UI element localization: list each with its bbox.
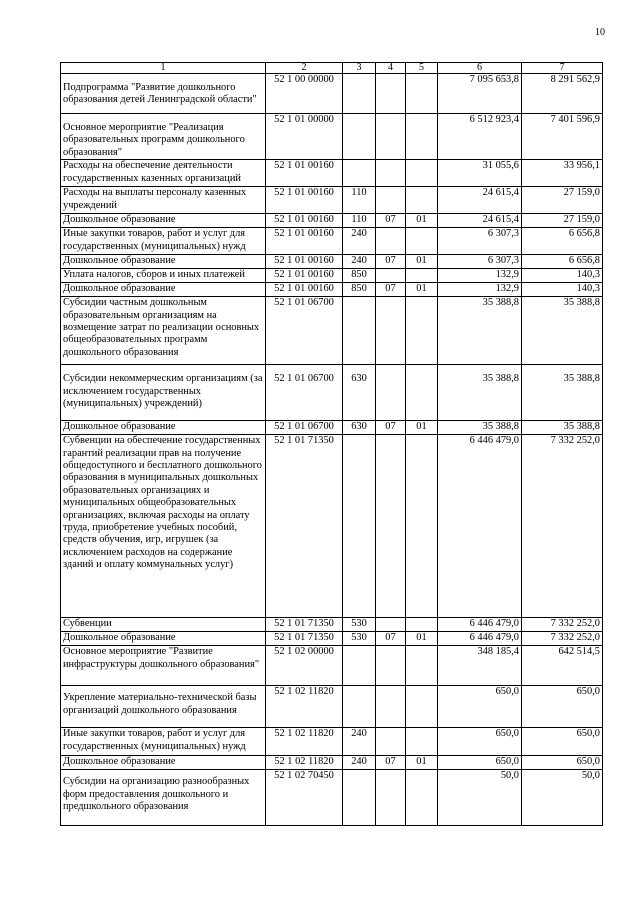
row-amount-year2: 7 332 252,0: [522, 632, 603, 646]
page-number: 10: [595, 27, 605, 38]
header-cell: 1: [61, 63, 266, 74]
row-name: Субсидии некоммерческим организациям (за исключением государственных (муниципальных) учреждений): [61, 365, 266, 421]
row-subsection: 01: [406, 255, 438, 269]
table-row: [61, 618, 603, 632]
table-row: [61, 632, 603, 646]
row-section: [376, 618, 406, 632]
row-name: Субвенции на обеспечение государственных гарантий реализации прав на получение общедоступного и бесплатного дошкольного образования в муниципальных дошкольных образовательных организациях и муниципальных общеобразовательных организациях, включая расходы на оплату труда, приобретение учебных пособий, средств обучения, игр, игрушек (за исключением расходов на содержание зданий и оплату коммунальных услуг): [61, 435, 266, 618]
row-subsection: 01: [406, 756, 438, 770]
row-subsection: [406, 297, 438, 365]
row-name: Субсидии на организацию разнообразных форм предоставления дошкольного и предшкольного образования: [61, 770, 266, 826]
row-subsection: 01: [406, 214, 438, 228]
row-expense-type: 240: [343, 255, 376, 269]
table-row: [61, 114, 603, 160]
row-amount-year2: 650,0: [522, 686, 603, 728]
row-name: Основное мероприятие "Реализация образовательных программ дошкольного образования": [61, 114, 266, 160]
row-section: [376, 74, 406, 114]
row-expense-type: [343, 686, 376, 728]
row-expense-type: [343, 646, 376, 686]
header-cell: 7: [522, 63, 603, 74]
row-amount-year2: 140,3: [522, 269, 603, 283]
row-name: Укрепление материально-технической базы организаций дошкольного образования: [61, 686, 266, 728]
table-row: [61, 160, 603, 187]
row-expense-type: 850: [343, 269, 376, 283]
row-name: Подпрограмма "Развитие дошкольного образования детей Ленинградской области": [61, 74, 266, 114]
row-amount-year1: 31 055,6: [438, 160, 522, 187]
row-subsection: [406, 187, 438, 214]
row-expense-type: 630: [343, 365, 376, 421]
row-amount-year2: 7 332 252,0: [522, 618, 603, 632]
row-subsection: [406, 770, 438, 826]
row-name: Уплата налогов, сборов и иных платежей: [61, 269, 266, 283]
row-section: [376, 297, 406, 365]
header-cell: 3: [343, 63, 376, 74]
row-code: 52 1 01 00160: [266, 228, 343, 255]
row-amount-year1: 35 388,8: [438, 365, 522, 421]
row-amount-year2: 27 159,0: [522, 214, 603, 228]
header-row: [61, 63, 603, 74]
table-row: [61, 770, 603, 826]
row-subsection: [406, 728, 438, 756]
row-code: 52 1 01 71350: [266, 435, 343, 618]
row-amount-year1: 650,0: [438, 756, 522, 770]
row-name: Дошкольное образование: [61, 756, 266, 770]
row-subsection: [406, 228, 438, 255]
row-name: Дошкольное образование: [61, 255, 266, 269]
row-subsection: [406, 365, 438, 421]
row-code: 52 1 02 11820: [266, 686, 343, 728]
row-amount-year2: 27 159,0: [522, 187, 603, 214]
row-amount-year2: 7 401 596,9: [522, 114, 603, 160]
row-subsection: [406, 160, 438, 187]
row-subsection: [406, 74, 438, 114]
row-name: Дошкольное образование: [61, 214, 266, 228]
row-amount-year2: 650,0: [522, 756, 603, 770]
row-amount-year2: 6 656,8: [522, 255, 603, 269]
row-section: [376, 770, 406, 826]
row-amount-year1: 6 512 923,4: [438, 114, 522, 160]
row-name: Иные закупки товаров, работ и услуг для государственных (муниципальных) нужд: [61, 728, 266, 756]
row-amount-year2: 8 291 562,9: [522, 74, 603, 114]
row-subsection: [406, 435, 438, 618]
row-expense-type: 240: [343, 756, 376, 770]
header-cell: 6: [438, 63, 522, 74]
table-row: [61, 646, 603, 686]
row-code: 52 1 01 06700: [266, 421, 343, 435]
row-subsection: [406, 646, 438, 686]
table-row: [61, 365, 603, 421]
table-row: [61, 283, 603, 297]
row-section: [376, 728, 406, 756]
row-amount-year1: 6 307,3: [438, 255, 522, 269]
row-subsection: 01: [406, 283, 438, 297]
row-code: 52 1 02 11820: [266, 728, 343, 756]
row-section: 07: [376, 421, 406, 435]
row-name: Дошкольное образование: [61, 632, 266, 646]
row-expense-type: [343, 297, 376, 365]
row-amount-year2: 35 388,8: [522, 421, 603, 435]
table-row: [61, 435, 603, 618]
row-subsection: [406, 114, 438, 160]
row-amount-year1: 35 388,8: [438, 421, 522, 435]
row-section: 07: [376, 632, 406, 646]
table-row: [61, 686, 603, 728]
row-amount-year1: 650,0: [438, 728, 522, 756]
row-subsection: 01: [406, 632, 438, 646]
row-subsection: [406, 686, 438, 728]
row-section: [376, 686, 406, 728]
table-row: [61, 297, 603, 365]
row-section: 07: [376, 283, 406, 297]
row-section: [376, 646, 406, 686]
row-code: 52 1 01 06700: [266, 297, 343, 365]
row-code: 52 1 01 00160: [266, 255, 343, 269]
row-amount-year2: 642 514,5: [522, 646, 603, 686]
row-amount-year1: 35 388,8: [438, 297, 522, 365]
row-expense-type: 530: [343, 632, 376, 646]
row-code: 52 1 00 00000: [266, 74, 343, 114]
row-amount-year2: 35 388,8: [522, 297, 603, 365]
row-amount-year1: 348 185,4: [438, 646, 522, 686]
table-row: [61, 228, 603, 255]
row-name: Субвенции: [61, 618, 266, 632]
table-row: [61, 756, 603, 770]
row-code: 52 1 02 00000: [266, 646, 343, 686]
row-section: 07: [376, 214, 406, 228]
row-code: 52 1 01 00160: [266, 269, 343, 283]
table-row: [61, 421, 603, 435]
row-code: 52 1 01 06700: [266, 365, 343, 421]
row-expense-type: [343, 160, 376, 187]
row-amount-year1: 6 307,3: [438, 228, 522, 255]
row-amount-year1: 132,9: [438, 283, 522, 297]
row-section: 07: [376, 756, 406, 770]
row-amount-year2: 6 656,8: [522, 228, 603, 255]
table-row: [61, 728, 603, 756]
row-code: 52 1 01 00160: [266, 283, 343, 297]
row-subsection: [406, 618, 438, 632]
row-amount-year1: 24 615,4: [438, 187, 522, 214]
row-name: Расходы на обеспечение деятельности государственных казенных организаций: [61, 160, 266, 187]
row-name: Дошкольное образование: [61, 421, 266, 435]
table-row: [61, 255, 603, 269]
row-amount-year1: 7 095 653,8: [438, 74, 522, 114]
row-code: 52 1 01 71350: [266, 618, 343, 632]
row-amount-year1: 6 446 479,0: [438, 632, 522, 646]
row-amount-year1: 50,0: [438, 770, 522, 826]
row-name: Основное мероприятие "Развитие инфраструктуры дошкольного образования": [61, 646, 266, 686]
row-expense-type: 850: [343, 283, 376, 297]
table-row: [61, 269, 603, 283]
row-name: Дошкольное образование: [61, 283, 266, 297]
header-cell: 4: [376, 63, 406, 74]
row-section: [376, 228, 406, 255]
header-cell: 2: [266, 63, 343, 74]
row-section: [376, 187, 406, 214]
row-code: 52 1 01 71350: [266, 632, 343, 646]
row-section: [376, 160, 406, 187]
row-expense-type: 240: [343, 228, 376, 255]
row-name: Иные закупки товаров, работ и услуг для государственных (муниципальных) нужд: [61, 228, 266, 255]
table-row: [61, 74, 603, 114]
row-amount-year2: 50,0: [522, 770, 603, 826]
row-amount-year2: 35 388,8: [522, 365, 603, 421]
table-row: [61, 187, 603, 214]
row-amount-year1: 132,9: [438, 269, 522, 283]
row-expense-type: [343, 770, 376, 826]
row-code: 52 1 02 70450: [266, 770, 343, 826]
row-section: [376, 269, 406, 283]
row-subsection: 01: [406, 421, 438, 435]
row-code: 52 1 01 00160: [266, 160, 343, 187]
row-expense-type: [343, 114, 376, 160]
row-expense-type: 240: [343, 728, 376, 756]
row-code: 52 1 01 00000: [266, 114, 343, 160]
row-expense-type: 530: [343, 618, 376, 632]
row-expense-type: [343, 435, 376, 618]
budget-table: [60, 62, 603, 826]
row-expense-type: 630: [343, 421, 376, 435]
row-amount-year2: 33 956,1: [522, 160, 603, 187]
table-row: [61, 214, 603, 228]
row-expense-type: 110: [343, 214, 376, 228]
row-amount-year1: 6 446 479,0: [438, 618, 522, 632]
row-amount-year2: 140,3: [522, 283, 603, 297]
row-section: [376, 365, 406, 421]
row-code: 52 1 01 00160: [266, 187, 343, 214]
row-amount-year2: 650,0: [522, 728, 603, 756]
row-expense-type: [343, 74, 376, 114]
row-section: [376, 114, 406, 160]
row-section: [376, 435, 406, 618]
row-section: 07: [376, 255, 406, 269]
header-cell: 5: [406, 63, 438, 74]
row-amount-year1: 650,0: [438, 686, 522, 728]
row-amount-year2: 7 332 252,0: [522, 435, 603, 618]
row-name: Расходы на выплаты персоналу казенных учреждений: [61, 187, 266, 214]
row-amount-year1: 24 615,4: [438, 214, 522, 228]
row-expense-type: 110: [343, 187, 376, 214]
row-code: 52 1 01 00160: [266, 214, 343, 228]
row-subsection: [406, 269, 438, 283]
row-amount-year1: 6 446 479,0: [438, 435, 522, 618]
row-name: Субсидии частным дошкольным образовательным организациям на возмещение затрат по реализации основных общеобразовательных программ дошкольного образования: [61, 297, 266, 365]
row-code: 52 1 02 11820: [266, 756, 343, 770]
